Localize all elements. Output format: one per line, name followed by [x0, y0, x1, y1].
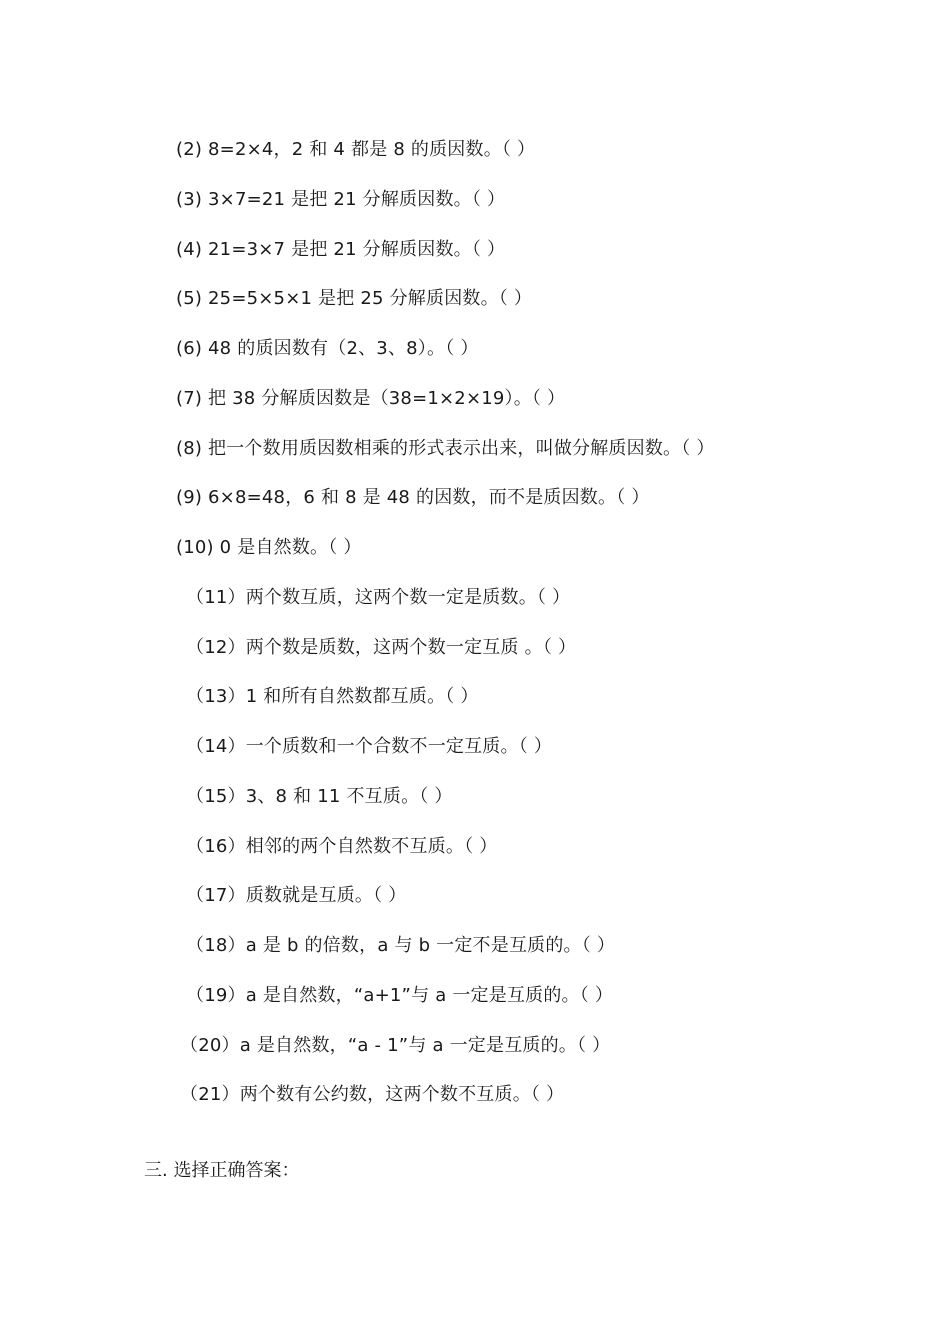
question-21: （21）两个数有公约数，这两个数不互质。（ ）: [180, 1084, 565, 1105]
question-2: (2) 8=2×4，2 和 4 都是 8 的质因数。（ ）: [176, 139, 536, 160]
question-5: (5) 25=5×5×1 是把 25 分解质因数。（ ）: [176, 288, 533, 309]
section-heading: 三. 选择正确答案：: [144, 1160, 300, 1181]
question-16: （16）相邻的两个自然数不互质。（ ）: [186, 836, 498, 857]
question-20: （20）a 是自然数，“a - 1”与 a 一定是互质的。（ ）: [180, 1035, 611, 1056]
question-18: （18）a 是 b 的倍数，a 与 b 一定不是互质的。（ ）: [186, 935, 616, 956]
question-7: (7) 把 38 分解质因数是（38=1×2×19）。（ ）: [176, 388, 566, 409]
question-19: （19）a 是自然数，“a+1”与 a 一定是互质的。（ ）: [186, 985, 614, 1006]
question-3: (3) 3×7=21 是把 21 分解质因数。（ ）: [176, 189, 506, 210]
question-17: （17）质数就是互质。（ ）: [186, 885, 407, 906]
question-14: （14）一个质数和一个合数不一定互质。（ ）: [186, 736, 553, 757]
question-11: （11）两个数互质，这两个数一定是质数。（ ）: [186, 587, 571, 608]
question-4: (4) 21=3×7 是把 21 分解质因数。（ ）: [176, 239, 506, 260]
question-9: (9) 6×8=48，6 和 8 是 48 的因数，而不是质因数。（ ）: [176, 487, 650, 508]
question-12: （12）两个数是质数，这两个数一定互质 。（ ）: [186, 637, 577, 658]
question-13: （13）1 和所有自然数都互质。（ ）: [186, 686, 479, 707]
question-15: （15）3、8 和 11 不互质。（ ）: [186, 786, 453, 807]
question-10: (10) 0 是自然数。（ ）: [176, 537, 362, 558]
question-8: (8) 把一个数用质因数相乘的形式表示出来，叫做分解质因数。（ ）: [176, 438, 715, 459]
question-6: (6) 48 的质因数有（2、3、8）。（ ）: [176, 338, 479, 359]
